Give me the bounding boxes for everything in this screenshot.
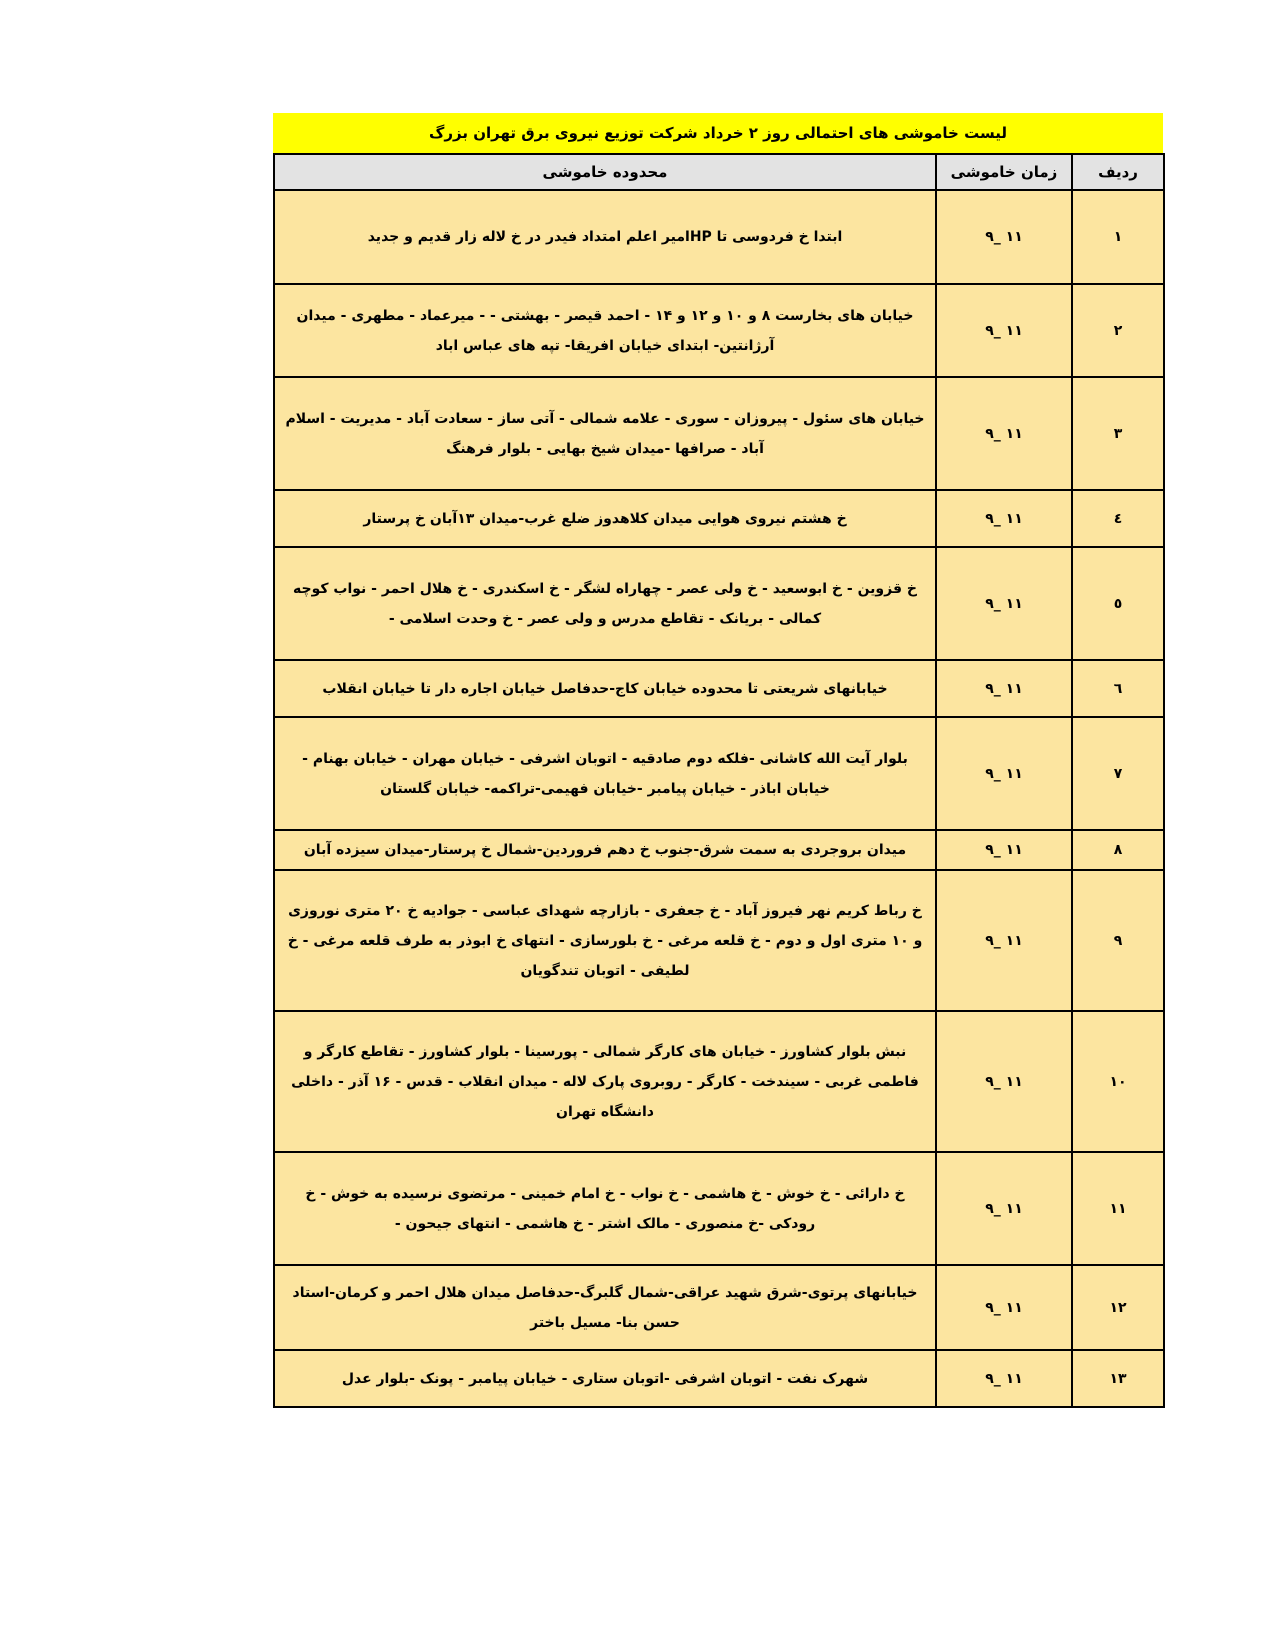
row-area: خیابان های سئول - پیروزان - سوری - علامه شمالی - آتی ساز - سعادت آباد - مدیریت - اسلام آباد - صرافها -میدان شیخ بهایی - بلوار فرهنگ [274,377,936,490]
row-number: ۸ [1072,830,1164,870]
table-row [274,1011,1164,1152]
table-row [274,870,1164,1011]
row-area: خیابانهای شریعتی تا محدوده خیابان کاج-حدفاصل خیابان اجاره دار تا خیابان انقلاب [274,660,936,717]
row-time: ۹_ ۱۱ [936,284,1072,377]
header-row-number: ردیف [1072,154,1164,190]
table-row [274,1350,1164,1407]
row-area: نبش بلوار کشاورز - خیابان های کارگر شمالی - پورسینا - بلوار کشاورز - تقاطع کارگر و فاطمی غربی - سیندخت - کارگر - روبروی پارک لاله - میدان انقلاب - قدس - ۱۶ آذر - داخلی دانشگاه تهران [274,1011,936,1152]
row-time: ۹_ ۱۱ [936,1011,1072,1152]
row-area: بلوار آیت الله کاشانی -فلکه دوم صادقیه - اتوبان اشرفی - خیابان مهران - خیابان بهنام - خیابان اباذر - خیابان پیامبر -خیابان فهیمی-تراکمه- خیابان گلستان [274,717,936,830]
row-area: خ هشتم نیروی هوایی میدان کلاهدوز ضلع غرب-میدان ۱۳آبان خ پرستار [274,490,936,547]
row-area: خ قزوین - خ ابوسعید - خ ولی عصر - چهاراه لشگر - خ اسکندری - خ هلال احمر - نواب کوچه کمالی - بریانک - تقاطع مدرس و ولی عصر - خ وحدت اسلامی - [274,547,936,660]
row-time: ۹_ ۱۱ [936,717,1072,830]
row-number: ٦ [1072,660,1164,717]
row-area: خیابانهای پرتوی-شرق شهید عراقی-شمال گلبرگ-حدفاصل میدان هلال احمر و کرمان-استاد حسن بنا- مسیل باختر [274,1265,936,1350]
row-area: شهرک نفت - اتوبان اشرفی -اتوبان ستاری - خیابان پیامبر - پونک -بلوار عدل [274,1350,936,1407]
row-number: ۹ [1072,870,1164,1011]
row-area: ابتدا خ فردوسی تا HPامیر اعلم امتداد فیدر در خ لاله زار قدیم و جدید [274,190,936,284]
table-row [274,830,1164,870]
table-row [274,717,1164,830]
row-time: ۹_ ۱۱ [936,1152,1072,1265]
row-time: ۹_ ۱۱ [936,490,1072,547]
row-time: ۹_ ۱۱ [936,547,1072,660]
table-row [274,284,1164,377]
document-title: لیست خاموشی های احتمالی روز ۲ خرداد شرکت توزیع نیروی برق تهران بزرگ [273,113,1163,153]
row-time: ۹_ ۱۱ [936,870,1072,1011]
row-number: ۷ [1072,717,1164,830]
row-number: ۱۱ [1072,1152,1164,1265]
row-area: خیابان های بخارست ۸ و ۱۰ و ۱۲ و ۱۴ - احمد قیصر - بهشتی - - میرعماد - مطهری - میدان آرژانتین- ابتدای خیابان افریقا- تپه های عباس اباد [274,284,936,377]
row-area: میدان بروجردی به سمت شرق-جنوب خ دهم فروردین-شمال خ پرستار-میدان سیزده آبان [274,830,936,870]
table-row [274,1152,1164,1265]
table-row [274,377,1164,490]
row-area: خ رباط کریم نهر فیروز آباد - خ جعفری - بازارچه شهدای عباسی - جوادیه خ ۲۰ متری نوروزی و ۱۰ متری اول و دوم - خ قلعه مرغی - خ بلورسازی - انتهای خ ابوذر به طرف قلعه مرغی - خ لطیفی - اتوبان تندگویان [274,870,936,1011]
row-number: ۳ [1072,377,1164,490]
table-row [274,190,1164,284]
row-time: ۹_ ۱۱ [936,1265,1072,1350]
row-area: خ دارائی - خ خوش - خ هاشمی - خ نواب - خ امام خمینی - مرتضوی نرسیده به خوش - خ رودکی -خ منصوری - مالک اشتر - خ هاشمی - انتهای جیحون - [274,1152,936,1265]
row-time: ۹_ ۱۱ [936,377,1072,490]
table-header-row [274,154,1164,190]
row-number: ۱۰ [1072,1011,1164,1152]
row-number: ۱ [1072,190,1164,284]
row-time: ۹_ ۱۱ [936,1350,1072,1407]
row-number: ٤ [1072,490,1164,547]
row-number: ٥ [1072,547,1164,660]
table-row [274,490,1164,547]
row-number: ۱۲ [1072,1265,1164,1350]
table-row [274,1265,1164,1350]
row-time: ۹_ ۱۱ [936,660,1072,717]
document [273,113,1163,1408]
table-row [274,547,1164,660]
row-time: ۹_ ۱۱ [936,190,1072,284]
row-number: ۲ [1072,284,1164,377]
table-row [274,660,1164,717]
header-outage-area: محدوده خاموشی [274,154,936,190]
header-outage-time: زمان خاموشی [936,154,1072,190]
row-time: ۹_ ۱۱ [936,830,1072,870]
outage-table [273,153,1165,1408]
row-number: ۱۳ [1072,1350,1164,1407]
